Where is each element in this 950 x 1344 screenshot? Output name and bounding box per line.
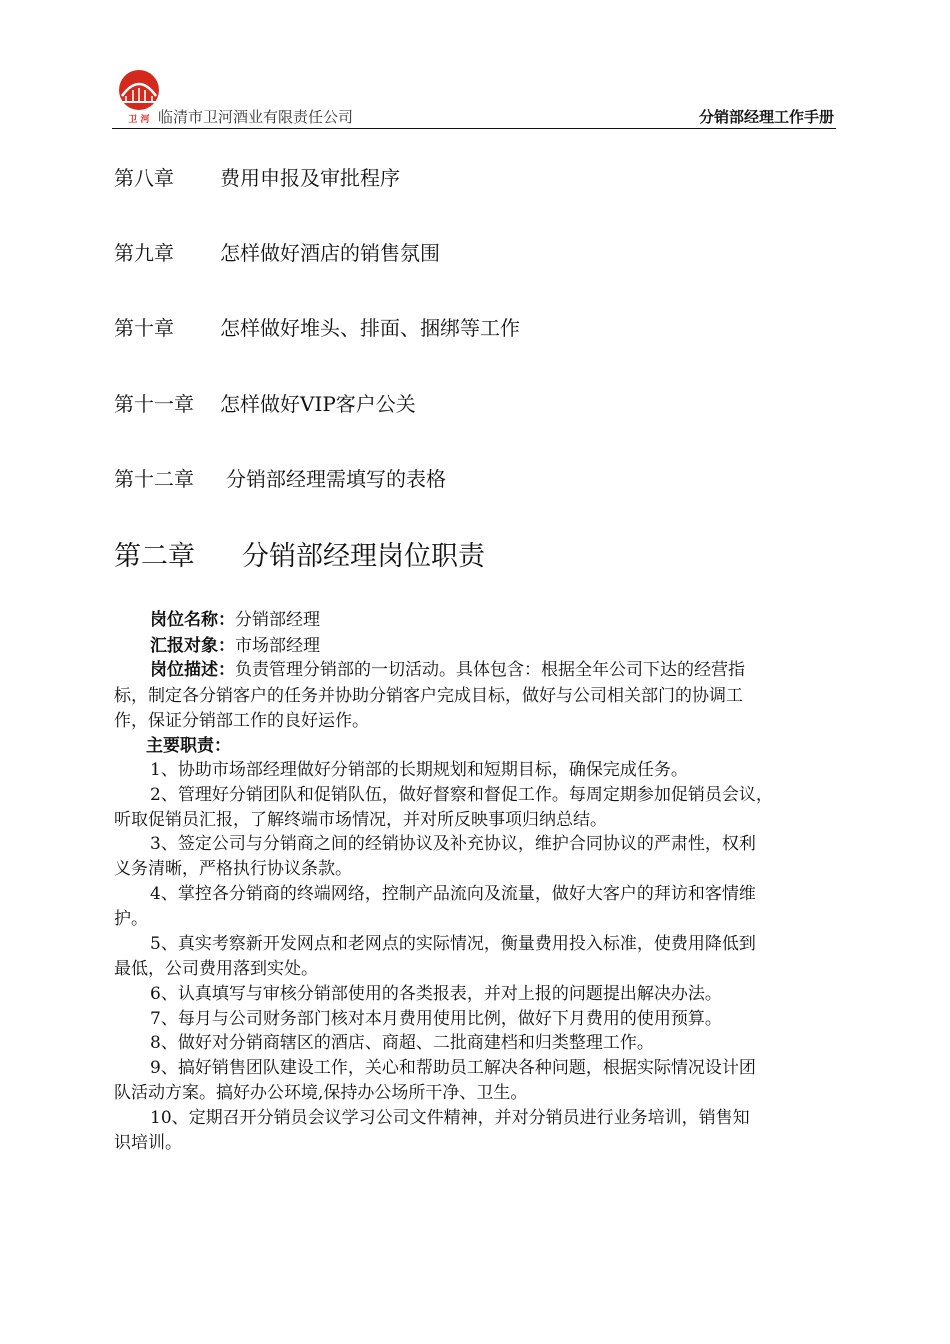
description-line: 作，保证分销部工作的良好运作。	[114, 711, 369, 731]
description-line	[150, 658, 745, 682]
toc-chapter: 第十一章	[114, 392, 194, 416]
logo-text: 卫 河	[128, 115, 150, 125]
toc-chapter: 第九章	[114, 241, 174, 265]
description-label: 岗位描述：	[150, 660, 235, 680]
duty-line: 1、协助市场部经理做好分销部的长期规划和短期目标，确保完成任务。	[150, 760, 688, 780]
toc-item	[114, 463, 446, 492]
toc-title: 分销部经理需填写的表格	[226, 467, 446, 491]
report-value: 市场部经理	[235, 636, 320, 656]
toc-title: 怎样做好VIP客户公关	[220, 392, 416, 416]
toc-chapter: 第十章	[114, 316, 174, 340]
report-label: 汇报对象：	[150, 636, 235, 656]
toc-title: 怎样做好堆头、排面、捆绑等工作	[220, 316, 520, 340]
weihe-logo-icon	[114, 66, 164, 126]
report-line	[150, 634, 320, 658]
duty-line: 2、管理好分销团队和促销队伍，做好督察和督促工作。每周定期参加促销员会议，	[150, 785, 773, 805]
duty-line: 4、掌控各分销商的终端网络，控制产品流向及流量，做好大客户的拜访和客情维	[150, 884, 756, 904]
duty-line: 护。	[114, 909, 148, 929]
duty-line: 3、签定公司与分销商之间的经销协议及补充协议，维护合同协议的严肃性，权利	[150, 834, 756, 854]
toc-title: 怎样做好酒店的销售氛围	[220, 241, 440, 265]
duty-line: 9、搞好销售团队建设工作，关心和帮助员工解决各种问题，根据实际情况设计团	[150, 1058, 756, 1078]
duty-line: 义务清晰，严格执行协议条款。	[114, 859, 352, 879]
chapter-title: 分销部经理岗位职责	[242, 541, 485, 572]
duty-line: 队活动方案。搞好办公环境,保持办公场所干净、卫生。	[114, 1083, 528, 1103]
description-text: 负责管理分销部的一切活动。具体包含：根据全年公司下达的经营指	[235, 660, 745, 680]
duty-line: 识培训。	[114, 1133, 182, 1153]
duty-line: 听取促销员汇报，了解终端市场情况，并对所反映事项归纳总结。	[114, 810, 607, 830]
document-title: 分销部经理工作手册	[698, 108, 834, 126]
chapter-heading	[114, 534, 485, 573]
duty-line: 5、真实考察新开发网点和老网点的实际情况，衡量费用投入标准，使费用降低到	[150, 934, 756, 954]
duty-line: 6、认真填写与审核分销部使用的各类报表，并对上报的问题提出解决办法。	[150, 984, 722, 1004]
job-name-line	[150, 608, 320, 632]
toc-item	[114, 312, 520, 341]
duty-line: 8、做好对分销商辖区的酒店、商超、二批商建档和归类整理工作。	[150, 1033, 654, 1053]
toc-chapter: 第十二章	[114, 467, 194, 491]
toc-item	[114, 162, 400, 191]
toc-chapter: 第八章	[114, 166, 174, 190]
job-name-label: 岗位名称：	[150, 610, 235, 630]
toc-title: 费用申报及审批程序	[220, 166, 400, 190]
duty-line: 10、定期召开分销员会议学习公司文件精神，并对分销员进行业务培训，销售知	[150, 1108, 750, 1128]
chapter-label: 第二章	[114, 541, 195, 572]
duty-line: 最低，公司费用落到实处。	[114, 959, 318, 979]
description-line: 标，制定各分销客户的任务并协助分销客户完成目标，做好与公司相关部门的协调工	[114, 686, 743, 706]
company-name: 临清市卫河酒业有限责任公司	[158, 108, 354, 126]
toc-item	[114, 388, 416, 417]
job-name-value: 分销部经理	[235, 610, 320, 630]
duties-heading: 主要职责：	[146, 736, 231, 756]
toc-item	[114, 237, 440, 266]
page-header	[112, 66, 836, 129]
duty-line: 7、每月与公司财务部门核对本月费用使用比例，做好下月费用的使用预算。	[150, 1009, 722, 1029]
